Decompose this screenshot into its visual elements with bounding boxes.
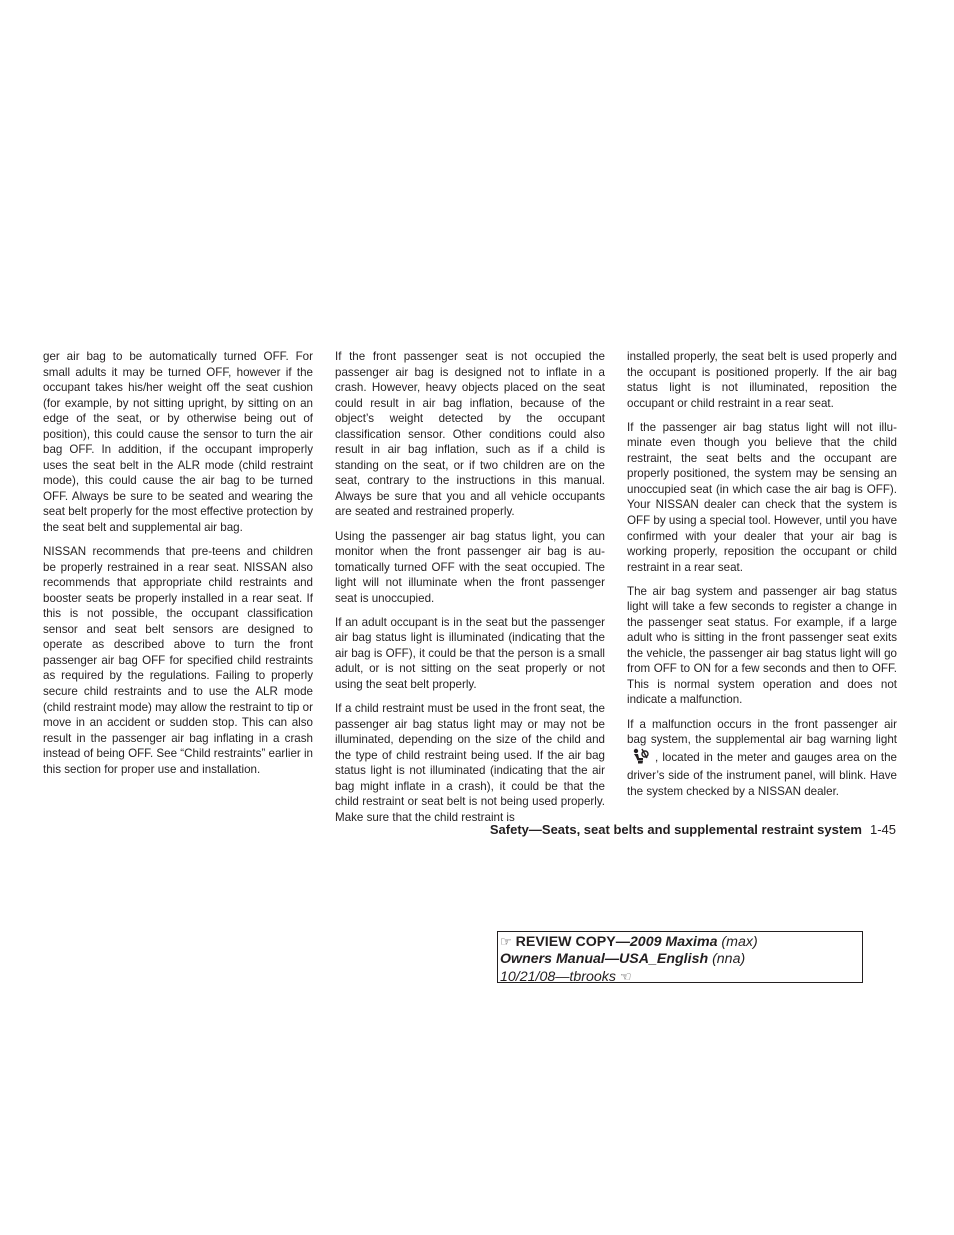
pointing-hand-left-icon: ☜ xyxy=(619,969,632,984)
airbag-warning-light-icon xyxy=(631,748,649,769)
text-column-2 xyxy=(335,349,605,834)
page-number: 1-45 xyxy=(869,822,896,837)
paragraph-with-icon xyxy=(627,717,897,800)
paragraph: If the passenger air bag status light will not illuminate even though you believe that the child restraint, the seat belts and the occupant are properly positioned, the system may be sensing an unoccupied seat (in which case the air bag is OFF). Your NISSAN dealer can check that the system is OFF by using a special tool. However, until you have confirmed with your dealer that your air bag is working properly, reposition the occupant or child restraint in a rear seat. xyxy=(627,420,898,574)
paragraph: installed properly, the seat belt is used properly and the occupant is positioned properly. If the air bag status light is not illuminated, reposition the occupant or child restraint in a rear seat. xyxy=(627,350,897,410)
stamp-manual-code: (nna) xyxy=(708,951,746,967)
stamp-line-2 xyxy=(500,951,862,968)
stamp-label: REVIEW COPY— xyxy=(515,934,630,950)
stamp-date-author: 10/21/08—tbrooks xyxy=(500,969,616,985)
text-column-1 xyxy=(43,349,313,786)
review-copy-stamp xyxy=(497,931,863,983)
paragraph: The air bag system and passenger air bag status light will take a few seconds to register a change in the passenger seat status. For example, if a large adult who is sitting in the front passenger seat exits the vehicle, the passenger air bag status light will go from OFF to ON for a few seconds and then to OFF. This is normal system operation and does not indicate a malfunction. xyxy=(627,584,897,707)
paragraph: ger air bag to be automatically turned OFF. For small adults it may be turned OFF, however if the occupant takes his/her weight off the seat cushion (for example, by not sitting upright, by sitting on an edge of the seat, or by otherwise being out of position), this could cause the sensor to turn the air bag OFF. In addition, if the occupant improperly uses the seat belt in the ALR mode (child restraint mode), this could cause the air bag to be turned OFF. Always be sure to be seated and wearing the seat belt properly for the most effective protection by the seat belt and supplemental air bag. xyxy=(43,350,313,535)
paragraph: If the front passenger seat is not occupied the passenger air bag is designed not to inflate in a crash. However, heavy objects placed on the seat could result in air bag inflation, because of the object’s weight detected by the occupant classification sensor. Other conditions could also result in air bag inflation, such as if a child is standing on the seat, or if two children are on the seat, contrary to the instructions in this manual. Always be sure that you and all vehicle occupants are seated and restrained properly. xyxy=(335,350,605,519)
pointing-hand-right-icon: ☞ xyxy=(500,934,512,949)
paragraph: NISSAN recommends that pre-teens and children be properly restrained in a rear seat. NISSAN also recommends that appropriate child restraints and booster seats be properly installed in a rear seat. If this is not possible, the occupant classification sensor and seat belt sensors are designed to operate as described above to turn the front passenger air bag OFF for specified child restraints as required by the regulations. Failing to properly secure child restraints and to use the ALR mode (child restraint mode) may allow the restraint to tip or move in an accident or sudden stop. This can also result in the passenger air bag inflating in a crash instead of being OFF. See “Child restraints” earlier in this section for proper use and installation. xyxy=(43,545,313,776)
stamp-line-1 xyxy=(500,933,862,951)
stamp-model: 2009 Maxima xyxy=(629,934,718,950)
stamp-manual: Owners Manual—USA_English xyxy=(500,951,709,967)
paragraph: If a child restraint must be used in the front seat, the passenger air bag status light may or may not be illuminated, depending on the size of the child and the type of child restraint being used. If the air bag status light is not illuminated (indicating that the air bag might inflate in a crash), it could be that the child restraint or seat belt is not being used properly. Make sure that the child restraint is xyxy=(335,701,605,824)
section-title: Safety—Seats, seat belts and supplemental restraint system xyxy=(489,822,862,837)
text-column-3 xyxy=(627,349,897,808)
paragraph: Using the passenger air bag status light, you can monitor when the front passenger air bag is automatically turned OFF with the seat occupied. The light will not illuminate when the front passenger seat is unoccupied. xyxy=(335,529,605,605)
stamp-model-code: (max) xyxy=(717,934,758,950)
paragraph-text: If a malfunction occurs in the front passenger air bag system, the supplemental air bag warning light xyxy=(627,717,897,747)
stamp-line-3 xyxy=(500,968,862,986)
page-footer xyxy=(490,821,896,839)
paragraph-text: , located in the meter and gauges area on the driver’s side of the instrument panel, will blink. Have the system checked by a NISSAN dealer. xyxy=(627,750,897,798)
paragraph: If an adult occupant is in the seat but the passenger air bag status light is illuminated (indicating that the air bag is OFF), it could be that the person is a small adult, or is not sitting on the seat properly or not using the seat belt properly. xyxy=(335,615,605,691)
